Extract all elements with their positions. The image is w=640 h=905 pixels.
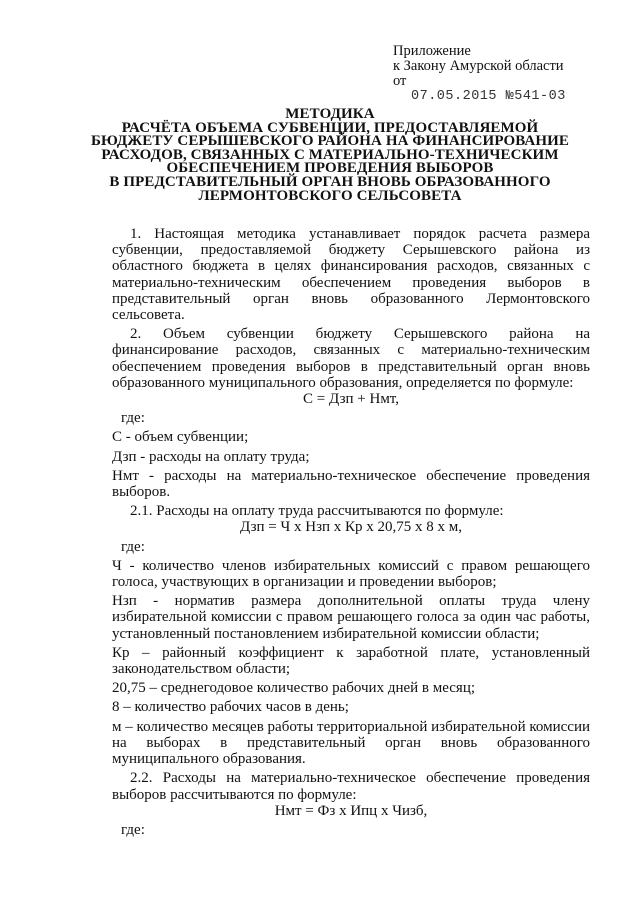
title-line: ЛЕРМОНТОВСКОГО СЕЛЬСОВЕТА (198, 187, 462, 204)
title-line: МЕТОДИКА (285, 106, 375, 122)
definition-dzp: Дзп - расходы на оплату труда; (112, 448, 310, 465)
title-line: РАСЧЁТА ОБЪЕМА СУБВЕНЦИИ, ПРЕДОСТАВЛЯЕМОЙ (121, 119, 539, 136)
paragraph-2-rest: обеспечением проведения выборов в представительный орган вновь образованного муниципального образования, определяется по формуле: (112, 358, 590, 391)
appendix-header (393, 44, 566, 104)
definition-kr: Кр – районный коэффициент к заработной плате, установленный законодательством области; (112, 644, 590, 678)
definition-ch: Ч - количество членов избирательных комиссий с правом решающего голоса, участвующих в организации и проведении выборов; (112, 557, 590, 591)
paragraph-2-2: 2.2. Расходы на материально-техническое обеспечение проведения выборов рассчитываются по формуле: (112, 770, 590, 803)
appendix-label: Приложение (393, 43, 471, 59)
title-line: В ПРЕДСТАВИТЕЛЬНЫЙ ОРГАН ВНОВЬ ОБРАЗОВАННОГО (109, 173, 551, 190)
appendix-date-prefix: от (393, 73, 407, 89)
title-line: РАСХОДОВ, СВЯЗАННЫХ С МАТЕРИАЛЬНО-ТЕХНИЧЕСКИМ (101, 146, 559, 163)
formula-labor: Дзп = Ч х Нзп х Кр х 20,75 х 8 х м, (239, 519, 463, 536)
definition-nmt: Нмт - расходы на материально-техническое обеспечение проведения выборов. (112, 467, 590, 501)
paragraph-1: 1. Настоящая методика устанавливает порядок расчета размера субвенции, предоставляемой бюджету Серышевского района из областного бюджета в целях финансирования расходов, связанных с материально-техническим обеспечением проведения выборов в представительный орган вновь образованного Лермонтовского сельсовета. (112, 226, 590, 324)
where-label: где: (121, 410, 145, 427)
definition-nzp: Нзп - норматив размера дополнительной оплаты труда члену избирательной комиссии с правом решающего голоса за один час работы, установленный постановлением избирательной комиссии области; (112, 593, 590, 642)
where-label: где: (121, 821, 145, 838)
appendix-date-line (393, 74, 566, 89)
title-line: БЮДЖЕТУ СЕРЫШЕВСКОГО РАЙОНА НА ФИНАНСИРОВАНИЕ (90, 133, 569, 150)
definition-c: С - объем субвенции; (112, 429, 249, 446)
formula-subvention: С = Дзп + Нмт, (303, 391, 399, 408)
definition-m: м – количество месяцев работы территориальной избирательной комиссии на выборах в представительный орган вновь образованного муниципального образования. (112, 718, 590, 768)
appendix-law: к Закону Амурской области (393, 58, 564, 74)
appendix-date: 07.05.2015 №541-03 (411, 89, 566, 104)
document-title (90, 108, 570, 203)
paragraph-2-line-1: 2. Объем субвенции бюджету Серышевского района на (130, 326, 590, 343)
definition-8: 8 – количество рабочих часов в день; (112, 699, 349, 716)
paragraph-2-1: 2.1. Расходы на оплату труда рассчитываются по формуле: (130, 503, 504, 520)
paragraph-2-line-2: финансирование расходов, связанных с материально-техническим (112, 342, 590, 359)
definition-2075: 20,75 – среднегодовое количество рабочих дней в месяц; (112, 680, 476, 697)
document-body (112, 226, 590, 838)
formula-material: Нмт = Фз х Ипц х Чизб, (274, 802, 428, 819)
title-line: ОБЕСПЕЧЕНИЕМ ПРОВЕДЕНИЯ ВЫБОРОВ (166, 160, 494, 177)
where-label: где: (121, 538, 145, 555)
